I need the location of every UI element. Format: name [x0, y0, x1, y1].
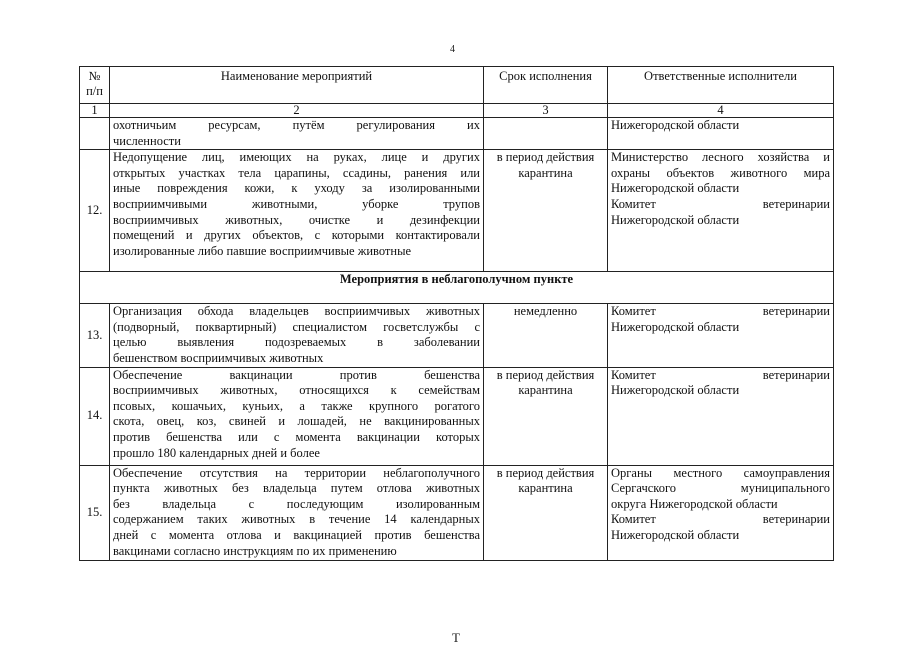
table-row-continuation: [80, 118, 834, 150]
responsible-cell: [608, 465, 834, 560]
measure-line: пункта животных без владельца путем отлова животных: [113, 481, 480, 496]
header-responsible: Ответственные исполнители: [608, 67, 834, 104]
measure-line: прошло 180 календарных дней и более: [113, 445, 320, 460]
measure-line: восприимчивых животных, очистке и дезинфекции: [113, 212, 480, 227]
responsible-line: охраны объектов животного мира: [611, 165, 830, 180]
header-name: Наименование мероприятий: [110, 67, 484, 104]
responsible-line: Нижегородской области: [611, 212, 740, 227]
section-row: [80, 272, 834, 304]
measure-line: численности: [113, 133, 181, 148]
table-row-13: [80, 304, 834, 367]
section-title: Мероприятия в неблагополучном пункте: [80, 272, 834, 304]
column-number: 1: [80, 104, 110, 118]
page-number: 4: [450, 44, 455, 55]
responsible-line: Органы местного самоуправления: [611, 465, 830, 480]
deadline-cell: [484, 367, 608, 465]
responsible-line: Министерство лесного хозяйства и: [611, 150, 830, 165]
header-deadline: Срок исполнения: [484, 67, 608, 104]
measure-line: Обеспечение отсутствия на территории неблагополучного: [113, 465, 480, 480]
measure-line: содержанием таких животных в течение 14 календарных: [113, 512, 480, 527]
responsible-line: Нижегородской области: [611, 319, 740, 334]
responsible-cell: [608, 150, 834, 272]
deadline-line: карантина: [518, 481, 573, 496]
measure-line: (подворный, поквартирный) специалистом госветслужбы с: [113, 319, 480, 334]
measure-line: открытых участках тела царапины, ссадины, ранения или: [113, 165, 480, 180]
responsible-line: Комитет ветеринарии: [611, 367, 830, 382]
deadline-line: немедленно: [513, 304, 578, 319]
measure-line: без владельца с последующим изолированным: [113, 496, 480, 511]
deadline-line: карантина: [518, 383, 573, 398]
column-number-row: [80, 104, 834, 118]
responsible-cell: [608, 118, 834, 150]
row-number-cell: [80, 118, 110, 150]
measure-line: Обеспечение вакцинации против бешенства: [113, 367, 480, 382]
responsible-line: Нижегородской области: [611, 527, 740, 542]
measure-line: восприимчивых животных, относящихся к семействам: [113, 383, 480, 398]
responsible-cell: [608, 367, 834, 465]
responsible-line: Комитет ветеринарии: [611, 512, 830, 527]
deadline-cell: [484, 465, 608, 560]
row-number: 14.: [80, 367, 110, 465]
responsible-line: Нижегородской области: [611, 181, 740, 196]
row-number: 15.: [80, 465, 110, 560]
responsible-line: округа Нижегородской области: [611, 496, 778, 511]
measure-line: дней с момента отлова и вакцинацией против бешенства: [113, 527, 480, 542]
deadline-line: в период действия: [496, 150, 595, 165]
column-number: 2: [110, 104, 484, 118]
measure-line: целью выявления подозреваемых в заболевании: [113, 335, 480, 350]
measure-line: восприимчивыми животными, уборке трупов: [113, 196, 480, 211]
table-row-14: [80, 367, 834, 465]
measure-name-cell: [110, 118, 484, 150]
table-row-15: [80, 465, 834, 560]
deadline-line: в период действия: [496, 465, 595, 480]
deadline-cell: [484, 150, 608, 272]
responsible-cell: [608, 304, 834, 367]
measure-name-cell: [110, 367, 484, 465]
deadline-cell: [484, 118, 608, 150]
measure-line: псовых, кошачьих, куньих, а также крупного рогатого: [113, 398, 480, 413]
measures-table: [79, 66, 834, 561]
measure-line: помещений и других объектов, с которыми контактировали: [113, 228, 480, 243]
measure-line: Организация обхода владельцев восприимчивых животных: [113, 304, 480, 319]
responsible-line: Нижегородской области: [611, 118, 740, 132]
measure-line: против бешенства или с момента вакцинации которых: [113, 429, 480, 444]
row-number: 13.: [80, 304, 110, 367]
column-number: 4: [608, 104, 834, 118]
measure-line: изолированные либо павшие восприимчивые животные: [113, 243, 412, 258]
table-row-12: [80, 150, 834, 272]
measure-line: бешенством восприимчивых животных: [113, 350, 324, 365]
header-number: № п/п: [80, 67, 110, 104]
responsible-line: Комитет ветеринарии: [611, 304, 830, 319]
measure-line: вакцинами согласно инструкциям по их применению: [113, 543, 397, 558]
measure-name-cell: [110, 150, 484, 272]
responsible-line: Сергачского муниципального: [611, 481, 830, 496]
deadline-line: в период действия: [496, 367, 595, 382]
responsible-line: Нижегородской области: [611, 383, 740, 398]
measure-line: охотничьим ресурсам, путём регулирования их: [113, 118, 480, 132]
measure-line: скота, овец, коз, свиней и лошадей, не вакцинированных: [113, 414, 480, 429]
measure-line: Недопущение лиц, имеющих на руках, лице и других: [113, 150, 480, 165]
header-row: [80, 67, 834, 104]
measure-name-cell: [110, 304, 484, 367]
measure-name-cell: [110, 465, 484, 560]
row-number: 12.: [80, 150, 110, 272]
column-number: 3: [484, 104, 608, 118]
deadline-cell: [484, 304, 608, 367]
responsible-line: Комитет ветеринарии: [611, 196, 830, 211]
bottom-cut-text: Т: [452, 630, 460, 645]
deadline-line: карантина: [518, 165, 573, 180]
measure-line: иные повреждения кожи, к уходу за изолированными: [113, 181, 480, 196]
